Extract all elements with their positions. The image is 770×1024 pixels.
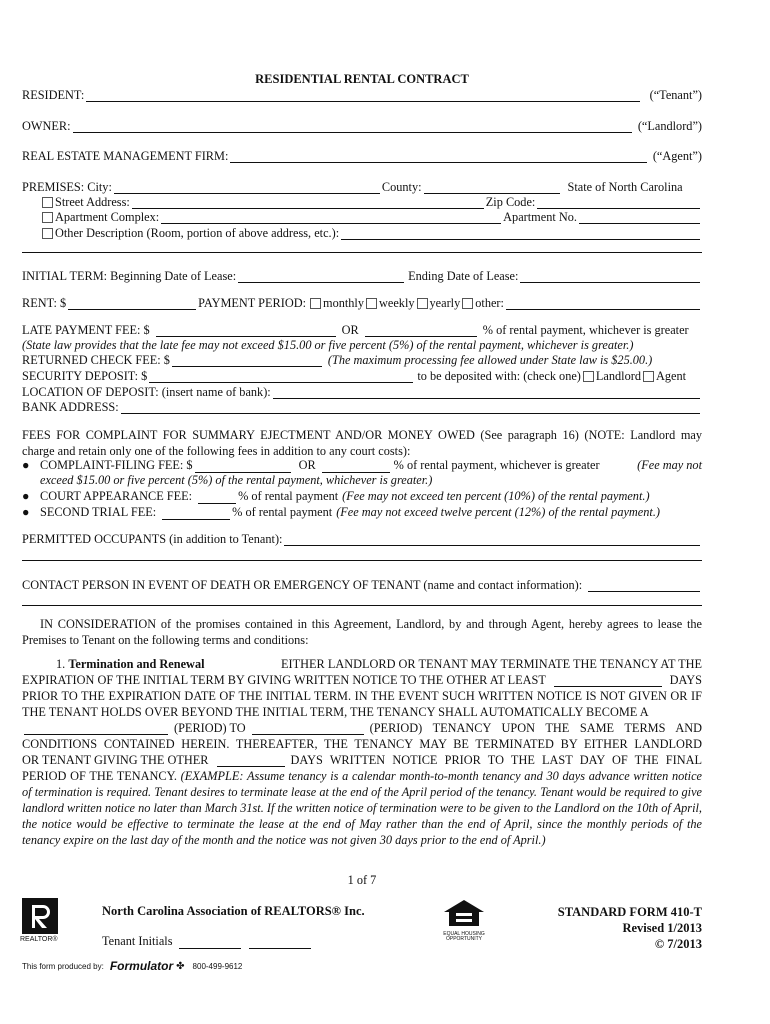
location-deposit-row: LOCATION OF DEPOSIT: (insert name of bank): <box>22 385 702 399</box>
other-desc-line2[interactable] <box>22 252 702 253</box>
formulator-logo: Formulator <box>109 959 174 973</box>
page-number: 1 of 7 <box>347 873 377 887</box>
permitted-occupants-field[interactable] <box>284 534 700 546</box>
final-notice-days-field[interactable] <box>217 755 285 767</box>
returned-check-field[interactable] <box>172 355 322 367</box>
rent-row: RENT: $ PAYMENT PERIOD: monthly weekly yearly other: <box>22 296 702 310</box>
bank-name-field[interactable] <box>273 387 700 399</box>
apt-no-field[interactable] <box>579 212 700 224</box>
section-heading: Termination and Renewal <box>68 657 205 671</box>
resident-field[interactable] <box>86 90 639 102</box>
realtor-label: REALTOR® <box>20 936 58 943</box>
bullet-icon: ● <box>22 458 30 472</box>
notice-days-field[interactable] <box>554 675 662 687</box>
late-fee-note: (State law provides that the late fee may not exceed $15.00 or five percent (5%) of the rental payment, whichever is greater.) <box>22 338 634 352</box>
returned-check-row: RETURNED CHECK FEE: $ (The maximum processing fee allowed under State law is $25.00.) <box>22 353 653 367</box>
complaint-fee-field[interactable] <box>195 461 291 473</box>
produced-by: This form produced by: Formulator ✤ 800-499-9612 <box>22 959 243 973</box>
bank-address-row: BANK ADDRESS: <box>22 400 702 414</box>
form-number: STANDARD FORM 410-T <box>557 905 702 919</box>
rent-field[interactable] <box>68 298 196 310</box>
security-deposit-field[interactable] <box>149 371 413 383</box>
late-fee-percent-field[interactable] <box>365 325 477 337</box>
security-deposit-row: SECURITY DEPOSIT: $ to be deposited with: (check one) Landlord Agent <box>22 369 687 383</box>
copyright-date: © 7/2013 <box>654 937 702 951</box>
ending-date-field[interactable] <box>520 271 700 283</box>
owner-field[interactable] <box>73 121 632 133</box>
period-to-field[interactable] <box>252 723 364 735</box>
term-example: PERIOD OF THE TENANCY. (EXAMPLE: Assume tenancy is a calendar month-to-month tenancy and 30 days advance written notice of termination is required. Tenant desires to terminate lease at the end of the April period of the tenancy. Tenant would be required to give landlord written notice no later than March 31st. If the written notice of termination were to be given to the Landlord on the 10th of April, the notice would be effective to terminate the lease at the end of May rather than the end of April, since the monthly periods of the tenancy expire on the last day of the month and the notice was not given 30 days prior to the end of April.) <box>22 769 702 847</box>
agent-checkbox[interactable] <box>643 371 654 382</box>
late-fee-row: LATE PAYMENT FEE: $ OR % of rental payment, whichever is greater <box>22 323 689 337</box>
initial-term-row: INITIAL TERM: Beginning Date of Lease: Ending Date of Lease: <box>22 269 702 283</box>
court-fee-bullet: ● COURT APPEARANCE FEE: % of rental payment (Fee may not exceed ten percent (10%) of the rental payment.) <box>22 489 650 503</box>
street-field[interactable] <box>132 197 484 209</box>
resident-row: RESIDENT: (“Tenant”) <box>22 88 702 102</box>
contact-row: CONTACT PERSON IN EVENT OF DEATH OR EMERGENCY OF TENANT (name and contact information): <box>22 578 702 592</box>
term-line-6: OR TENANT GIVING THE OTHER DAYS WRITTEN NOTICE PRIOR TO THE LAST DAY OF THE FINAL <box>22 753 702 767</box>
premises-city-row: PREMISES: City: County: State of North Carolina <box>22 180 683 194</box>
association-name: North Carolina Association of REALTORS® Inc. <box>102 904 365 918</box>
form-info <box>558 904 702 952</box>
late-fee-field[interactable] <box>156 325 336 337</box>
landlord-checkbox[interactable] <box>583 371 594 382</box>
monthly-checkbox[interactable] <box>310 298 321 309</box>
bullet-icon: ● <box>22 505 30 519</box>
weekly-checkbox[interactable] <box>366 298 377 309</box>
city-field[interactable] <box>114 182 380 194</box>
complaint-percent-field[interactable] <box>322 461 390 473</box>
formulator-phone: 800-499-9612 <box>192 961 243 971</box>
fees-paragraph: FEES FOR COMPLAINT FOR SUMMARY EJECTMENT AND/OR MONEY OWED (See paragraph 16) (NOTE: Landlord may charge and retain only one of the following fees in addition to any court costs): <box>22 428 702 458</box>
period-from-field[interactable] <box>24 723 168 735</box>
firm-field[interactable] <box>230 151 646 163</box>
other-period-field[interactable] <box>506 298 700 310</box>
term-line-3: PRIOR TO THE EXPIRATION DATE OF THE INITIAL TERM. IN THE EVENT SUCH WRITTEN NOTICE IS NOT GIVEN OR IF THE TENANT HOLDS OVER BEYOND THE INITIAL TERM, THE TENANCY SHALL AUTOMATICALLY BECOME A <box>22 689 702 719</box>
firm-row: REAL ESTATE MANAGEMENT FIRM: (“Agent”) <box>22 149 702 163</box>
tenant-initials-row: Tenant Initials <box>102 934 313 949</box>
revised-date: Revised 1/2013 <box>622 921 702 935</box>
street-checkbox[interactable] <box>42 197 53 208</box>
formulator-icon: ✤ <box>176 960 185 972</box>
apt-complex-row: Apartment Complex: Apartment No. <box>40 210 702 224</box>
other-desc-field[interactable] <box>341 228 700 240</box>
county-field[interactable] <box>424 182 560 194</box>
permitted-occupants-line2[interactable] <box>22 560 702 561</box>
equal-housing-icon <box>440 898 488 934</box>
other-period-checkbox[interactable] <box>462 298 473 309</box>
document-title: RESIDENTIAL RENTAL CONTRACT <box>255 72 469 86</box>
court-fee-field[interactable] <box>198 492 236 504</box>
tenant-initials-field-2[interactable] <box>249 937 311 949</box>
term-line-5: CONDITIONS CONTAINED HEREIN. THEREAFTER, THE TENANCY MAY BE TERMINATED BY EITHER LANDLORD <box>22 737 702 751</box>
complaint-fee-bullet: ● COMPLAINT-FILING FEE: $ OR % of rental payment, whichever is greater (Fee may not exceed $15.00 or five percent (5%) of the rental payment, whichever is greater.) <box>22 458 702 487</box>
zip-field[interactable] <box>537 197 700 209</box>
other-desc-checkbox[interactable] <box>42 228 53 239</box>
apt-complex-checkbox[interactable] <box>42 212 53 223</box>
yearly-checkbox[interactable] <box>417 298 428 309</box>
contact-field[interactable] <box>588 580 700 592</box>
term-line-2: EXPIRATION OF THE INITIAL TERM BY GIVING WRITTEN NOTICE TO THE OTHER AT LEAST DAYS <box>22 673 702 687</box>
second-trial-bullet: ● SECOND TRIAL FEE: % of rental payment (Fee may not exceed twelve percent (12%) of the rental payment.) <box>22 505 660 519</box>
owner-row: OWNER: (“Landlord”) <box>22 119 702 133</box>
contact-line2[interactable] <box>22 605 702 606</box>
other-desc-row: Other Description (Room, portion of above address, etc.): <box>40 226 702 240</box>
street-row: Street Address: Zip Code: <box>40 195 702 209</box>
permitted-occupants-row: PERMITTED OCCUPANTS (in addition to Tenant): <box>22 532 702 546</box>
bullet-icon: ● <box>22 489 30 503</box>
term-line-1: 1. Termination and Renewal EITHER LANDLORD OR TENANT MAY TERMINATE THE TENANCY AT THE <box>56 657 702 671</box>
consideration-paragraph: IN CONSIDERATION of the promises contained in this Agreement, Landlord, by and through Agent, hereby agrees to lease the Premises to Tenant on the following terms and conditions: <box>22 617 702 647</box>
equal-housing-label: EQUAL HOUSING OPPORTUNITY <box>443 931 485 942</box>
realtor-logo-icon <box>22 898 58 934</box>
bank-address-field[interactable] <box>121 402 700 414</box>
tenant-initials-field-1[interactable] <box>179 937 241 949</box>
second-trial-field[interactable] <box>162 508 230 520</box>
beginning-date-field[interactable] <box>238 271 404 283</box>
term-line-4: (PERIOD) TO (PERIOD) TENANCY UPON THE SAME TERMS AND <box>22 721 702 735</box>
apt-complex-field[interactable] <box>161 212 501 224</box>
